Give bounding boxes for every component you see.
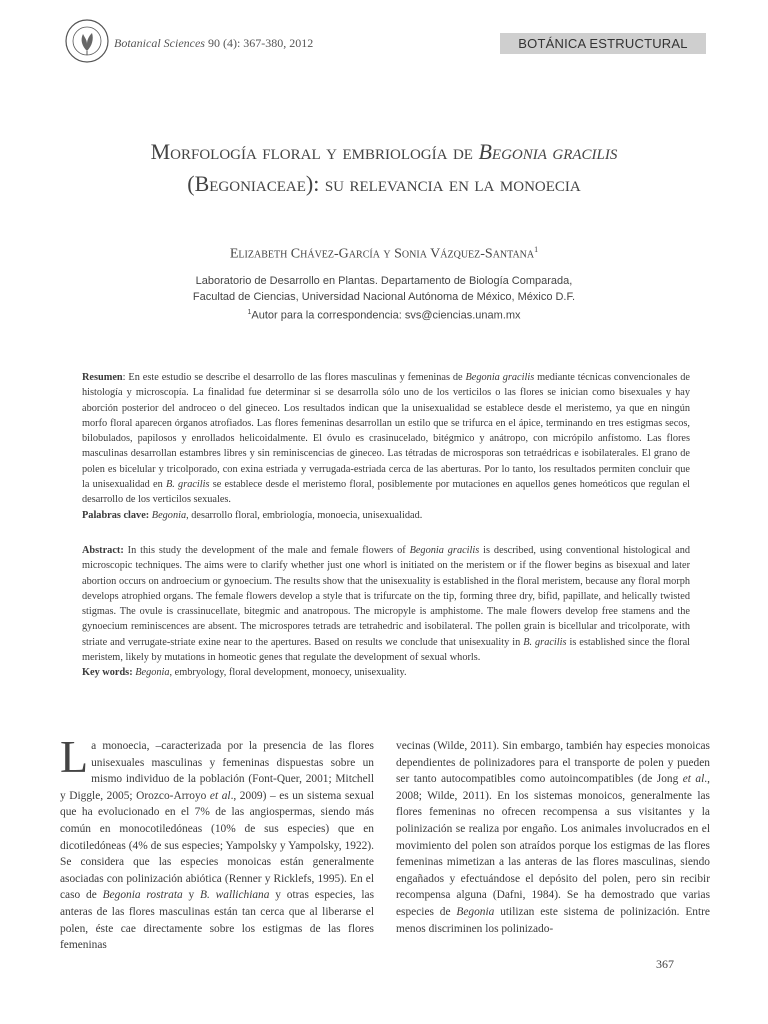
title-line-2: (Begoniaceae): su relevancia en la monoecia: [187, 171, 581, 196]
section-tag: BOTÁNICA ESTRUCTURAL: [500, 33, 706, 54]
body-column-right: vecinas (Wilde, 2011). Sin embargo, también hay especies monoicas dependientes de polinizadores para el transporte de polen y pueden ser tanto autocompatibles como autoincompatibles (de Jong et al., 2008; Wilde, 2011). En los sistemas monoicos, generalmente las flores femeninas no ofrecen recompensa a sus visitantes y la polinización se realiza por engaño. Los animales involucrados en el movimiento del polen son atraídos porque los estigmas de las flores femeninas mimetizan a las anteras de las flores masculinas, siendo engañados y efectuándose el depósito del polen, pero sin recibir recompensa alguna (Dafni, 1984). Se ha demostrado que varias especies de Begonia utilizan este sistema de polinización. Entre menos discriminen los polinizado-: [396, 740, 710, 935]
journal-issue: 90 (4): 367-380, 2012: [207, 36, 314, 50]
society-seal-logo: [64, 18, 110, 64]
species-name: B. gracilis: [523, 636, 567, 648]
article-title: [60, 136, 708, 200]
correspondence-line: $^1$Autor para la correspondencia: svs@ciencias.unam.mx: [247, 309, 521, 322]
affiliation-line-2: Facultad de Ciencias, Universidad Nacional Autónoma de México, México D.F.: [192, 291, 576, 303]
abstract-block: Abstract: In this study the development of the male and female flowers of Begonia gracilis is described, using conventional histological and microscopic techniques. The aims were to clarify whether just one whorl is initiated on the meristem or if the flower begins as bisexual and later abortion occurs on androecium or gynoecium. The results show that the unisexuality is established in the floral meristem, because any floral morph develops atrophied organs. The female flowers develop a style that is trifurcate on the tip, forming three dry, bifid, papillate, and helically twisted stigmas. The ovule is crassinucellate, bitegmic and anatropous. The micropyle is amphistome. The male flowers develop free stamens and the gynoecium reminiscences are absent. The microspores tetrads are tetrahedric and isobilateral. The pollen grain is bicellular and tricolporate, with striate and verrugate-striate exine near to the apertures. Based on results we conclude that unisexuality in B. gracilis is established since the floral meristem, likely by mutations in homeotic genes that regulate the development of sexual whorls. Key words: Begonia, embryology, floral development, monoecy, unisexuality.: [82, 543, 690, 681]
species-name: Begonia rostrata: [102, 889, 183, 902]
title-line-1: Morfología floral y embriología de Begonia gracilis: [150, 139, 618, 164]
affiliation-line-1: Laboratorio de Desarrollo en Plantas. Departamento de Biología Comparada,: [195, 275, 573, 287]
species-name: Begonia gracilis: [465, 372, 535, 383]
species-name: B. wallichiana: [200, 889, 270, 902]
affiliation: [60, 273, 708, 324]
key-words: Key words: Begonia, embryology, floral development, monoecy, unisexuality.: [82, 667, 407, 679]
title-species: Begonia gracilis: [478, 139, 618, 164]
drop-cap: L: [60, 731, 89, 782]
author-names: Elizabeth Chávez-García y Sonia Vázquez-Santana: [229, 246, 535, 262]
resumen-block: Resumen: En este estudio se describe el desarrollo de las flores masculinas y femeninas de Begonia gracilis mediante técnicas convencionales de histología y microscopía. La finalidad fue determinar si se desarrolla sólo uno de los verticilos o las flores se inician como bisexuales y hay aborción posterior del androceo o del gineceo. Los resultados indican que la unisexualidad se establece desde el meristemo, ya que en ningún morfo floral aparecen órganos atrofiados. Las flores femeninas desarrollan un estilo que se trifurca en el ápice, terminando en tres estigmas secos, bilobulados, papilosos y enrollados helicoidalmente. El óvulo es crasinucelado, bitégmico y anátropo, con micrópilo anfístomo. Las flores masculinas desarrollan estambres libres y sin reminiscencias de gineceo. Las tétradas de microsporas son tetraédricas e isobilaterales. El grano de polen es bicelular y tricolporado, con exina estriada y verrugada-estriada cerca de las aberturas. Por lo tanto, los resultados permiten concluir que la unisexualidad en B. gracilis se establece desde el meristemo floral, posiblemente por mutaciones en aquellos genes homeóticos que regulan el desarrollo de los verticilos sexuales. Palabras clave: Begonia, desarrollo floral, embriología, monoecia, unisexualidad.: [82, 370, 690, 523]
species-name: Begonia: [456, 905, 495, 918]
body-column-left: La monoecia, –caracterizada por la presencia de las flores unisexuales masculinas y femeninas dispuestas sobre un mismo individuo de la población (Font-Quer, 2001; Mitchell y Diggle, 2005; Orozco-Arroyo et al., 2009) – es un sistema sexual que ha evolucionado en el 7% de las angiospermas, siendo más común en monocotiledóneas (10% de sus especies) que en dicotiledóneas (4% de sus especies; Yampolsky y Yampolsky, 1922). Se considera que las especies monoicas están generalmente asociadas con polinización abiótica (Renner y Ricklefs, 1995). En el caso de Begonia rostrata y B. wallichiana y otras especies, las anteras de las flores masculinas están tan cerca que al liberarse el polen, éste cae directamente sobre los estigmas de las flores femeninas: [60, 731, 374, 952]
palabras-clave: Palabras clave: Begonia, desarrollo floral, embriología, monoecia, unisexualidad.: [82, 509, 423, 521]
page-number: 367: [656, 957, 674, 971]
abstract-label: Abstract:: [82, 545, 124, 556]
resumen-label: Resumen: [82, 372, 123, 383]
journal-reference: [114, 36, 313, 51]
species-name: Begonia gracilis: [409, 545, 480, 556]
species-name: B. gracilis: [165, 479, 210, 491]
author-footnote-marker: 1: [534, 245, 539, 254]
author-list: [60, 245, 708, 263]
journal-name: Botanical Sciences: [114, 36, 205, 50]
